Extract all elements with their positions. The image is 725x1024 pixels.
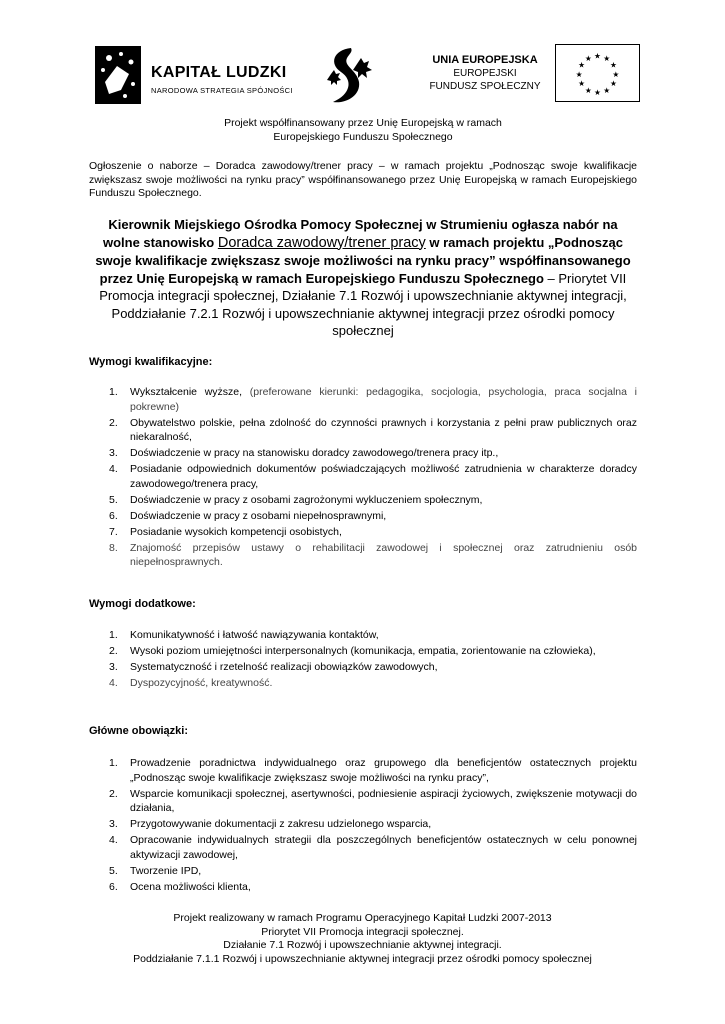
- position-name: Doradca zawodowy/trener pracy: [217, 234, 426, 251]
- list-item: 2. Obywatelstwo polskie, pełna zdolność do czynności prawnych i korzystania z pełni praw publicznych oraz niekaralność,: [109, 416, 637, 443]
- svg-text:★: ★: [609, 60, 617, 70]
- qualifications-list-wrap: [89, 385, 637, 571]
- announcement-headline: [89, 216, 637, 340]
- qualifications-list: [89, 385, 637, 570]
- svg-text:★: ★: [603, 53, 611, 63]
- additional-list-wrap: [89, 628, 637, 692]
- headline-part1: Kierownik Miejskiego Ośrodka Pomocy Społecznej w Strumieniu ogłasza nabór na wolne stanowisko: [102, 217, 618, 250]
- list-item: 2. Wysoki poziom umiejętności interpersonalnych (komunikacja, empatia, zorientowanie na człowieka),: [109, 645, 596, 657]
- logo-header: [95, 40, 640, 110]
- list-item: 1. Komunikatywność i łatwość nawiązywania kontaktów,: [109, 629, 379, 641]
- list-item: 3. Przygotowywanie dokumentacji z zakresu udzielonego wsparcia,: [109, 818, 432, 830]
- gmina-logo-icon: [321, 44, 373, 106]
- svg-text:★: ★: [594, 88, 601, 98]
- headline-part3: – Priorytet VII Promocja integracji społecznej, Działanie 7.1 Rozwój i upowszechnianie aktywnej integracji, Poddziałanie 7.2.1 Rozwój i upowszechnianie aktywnej integracji przez ośrodki pomocy społecznej: [99, 270, 627, 338]
- duties-list-wrap: [89, 756, 637, 896]
- list-item: 4. Posiadanie odpowiednich dokumentów poświadczających możliwość zatrudnienia w charakterze doradcy zawodowego/trenera pracy,: [109, 463, 637, 490]
- project-line-2: Europejskiego Funduszu Społecznego: [273, 130, 453, 143]
- list-item: 3. Doświadczenie w pracy na stanowisku doradcy zawodowego/trenera pracy itp.,: [109, 447, 499, 459]
- footer-line-4: Poddziałanie 7.1.1 Rozwój i upowszechnianie aktywnej integracji przez ośrodki pomocy społecznej: [133, 952, 592, 965]
- list-item: 1. Wykształcenie wyższe, (preferowane kierunki: pedagogika, socjologia, psychologia, praca socjalna i pokrewne): [109, 386, 637, 413]
- ue-line3: FUNDUSZ SPOŁECZNY: [429, 81, 541, 92]
- page-footer: [70, 912, 655, 966]
- svg-text:★: ★: [578, 60, 586, 70]
- svg-text:★: ★: [578, 79, 586, 89]
- headline-part2: w ramach projektu „Podnosząc swoje kwalifikacje zwiększasz swoje możliwości na rynku pracy” współfinansowanego przez Unię Europejską w ramach Europejskiego Funduszu Społecznego: [95, 234, 631, 286]
- list-item: 6. Ocena możliwości klienta,: [109, 880, 251, 893]
- list-item: 4. Opracowanie indywidualnych strategii dla poszczególnych beneficjentów ostatecznych w celu ponownej aktywizacji zawodowej,: [109, 834, 637, 861]
- announcement-intro: Ogłoszenie o naborze – Doradca zawodowy/trener pracy – w ramach projektu „Podnosząc swoje kwalifikacje zwiększasz swoje możliwości na rynku pracy” współfinansowanego przez Unię Europejską w ramach Europejskiego Funduszu Społecznego.: [89, 160, 637, 199]
- additional-requirements-list: [89, 628, 637, 691]
- ue-line2: EUROPEJSKI: [453, 68, 517, 79]
- svg-text:★: ★: [612, 69, 620, 79]
- project-funding-note: [89, 117, 637, 144]
- svg-text:★: ★: [584, 85, 592, 95]
- kapital-ludzki-title: KAPITAŁ LUDZKI: [151, 64, 287, 81]
- svg-text:★: ★: [584, 53, 592, 63]
- list-item: 8. Znajomość przepisów ustawy o rehabilitacji zawodowej i społecznej oraz zatrudnieniu osób niepełnosprawnych.: [109, 541, 637, 568]
- svg-text:★: ★: [575, 69, 583, 79]
- ue-line1: UNIA EUROPEJSKA: [432, 54, 538, 66]
- ue-efs-text: [420, 54, 550, 93]
- kapital-ludzki-emblem-icon: [95, 46, 141, 104]
- list-item: 7. Posiadanie wysokich kompetencji osobistych,: [109, 525, 342, 538]
- footer-line-3: Działanie 7.1 Rozwój i upowszechnianie aktywnej integracji.: [223, 939, 502, 951]
- list-item: 6. Doświadczenie w pracy z osobami niepełnosprawnymi,: [109, 509, 387, 522]
- additional-requirements-title: Wymogi dodatkowe:: [89, 598, 196, 610]
- list-item: 1. Prowadzenie poradnictwa indywidualnego oraz grupowego dla beneficjentów ostatecznych projektu „Podnosząc swoje kwalifikacje zwiększasz swoje możliwości na rynku pracy”,: [109, 757, 637, 784]
- list-item: 2. Wsparcie komunikacji społecznej, asertywności, podniesienie aspiracji życiowych, zwiększenie motywacji do działania,: [109, 787, 637, 814]
- kapital-ludzki-logo: [95, 46, 295, 104]
- svg-text:★: ★: [609, 79, 617, 89]
- main-duties-title: Główne obowiązki:: [89, 725, 189, 737]
- list-item: 4. Dyspozycyjność, kreatywność.: [109, 677, 273, 689]
- list-item: 5. Doświadczenie w pracy z osobami zagrożonymi wykluczeniem społecznym,: [109, 493, 483, 506]
- footer-line-1: Projekt realizowany w ramach Programu Operacyjnego Kapitał Ludzki 2007-2013: [173, 912, 552, 924]
- list-item: 3. Systematyczność i rzetelność realizacji obowiązków zawodowych,: [109, 661, 438, 673]
- qualifications-title: Wymogi kwalifikacyjne:: [89, 356, 213, 368]
- kapital-ludzki-subtitle: NARODOWA STRATEGIA SPÓJNOŚCI: [151, 86, 293, 95]
- main-duties-list: [89, 756, 637, 894]
- svg-text:★: ★: [594, 51, 601, 61]
- eu-flag-icon: [555, 44, 640, 102]
- footer-line-2: Priorytet VII Promocja integracji społecznej.: [261, 925, 464, 938]
- list-item: 5. Tworzenie IPD,: [109, 864, 202, 877]
- svg-text:★: ★: [603, 85, 611, 95]
- project-line-1: Projekt współfinansowany przez Unię Europejską w ramach: [224, 117, 502, 129]
